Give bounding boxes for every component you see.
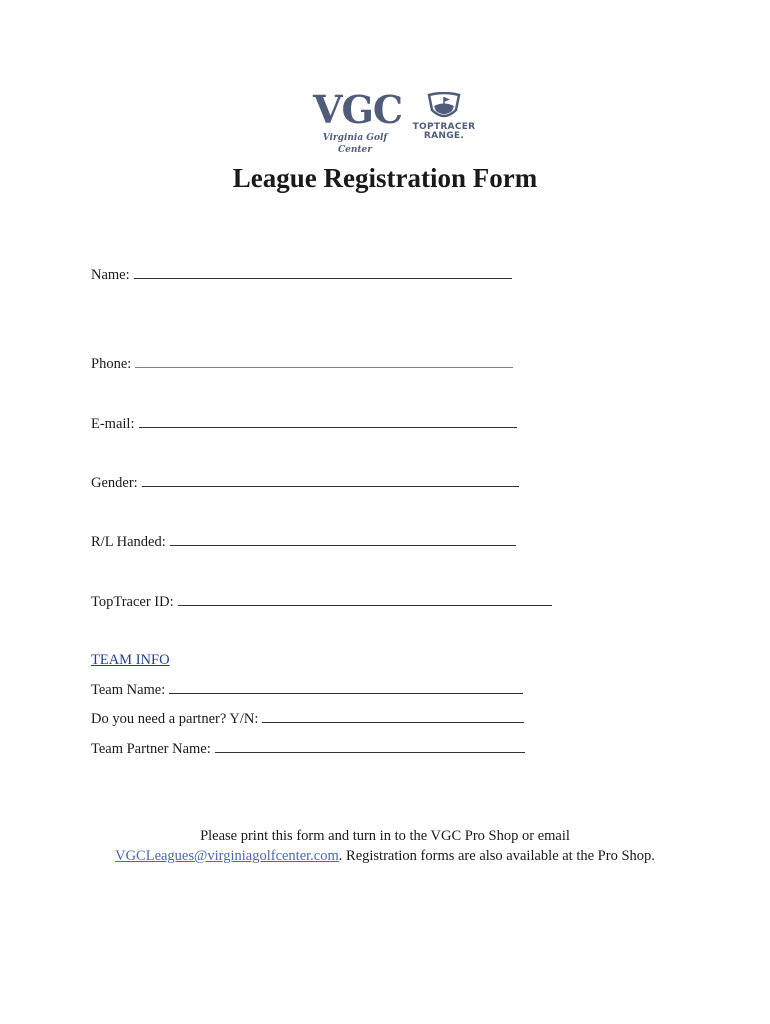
partner-name-field: [91, 738, 525, 759]
footer-line-1: Please print this form and turn in to the VGC Pro Shop or email: [200, 828, 570, 844]
toptracer-logo: [408, 92, 480, 150]
team-name-field: [91, 679, 523, 700]
name-field: [91, 264, 512, 285]
footer-line-2-rest: . Registration forms are also available at the Pro Shop.: [338, 848, 655, 864]
partner-name-line[interactable]: [215, 738, 525, 753]
toptracer-id-field: [91, 591, 552, 612]
toptracer-logo-text: TOPTRACER RANGE.: [412, 122, 476, 141]
vgc-logo-subtitle: Virginia Golf Center: [322, 133, 388, 155]
need-partner-line[interactable]: [262, 708, 524, 723]
name-line[interactable]: [134, 264, 512, 279]
footer-instructions: [0, 826, 770, 866]
partner-name-label: Team Partner Name:: [91, 741, 211, 757]
email-label: E-mail:: [91, 416, 135, 432]
handed-label: R/L Handed:: [91, 534, 166, 550]
page-title: League Registration Form: [232, 163, 538, 193]
handed-field: [91, 531, 516, 552]
handed-line[interactable]: [170, 531, 516, 546]
gender-line[interactable]: [142, 472, 519, 487]
team-info-header: TEAM INFO: [91, 652, 170, 668]
gender-label: Gender:: [91, 475, 138, 491]
footer-email-link[interactable]: VGCLeagues@virginiagolfcenter.com: [115, 848, 339, 864]
team-name-label: Team Name:: [91, 682, 166, 698]
toptracer-id-label: TopTracer ID:: [91, 594, 174, 610]
need-partner-label: Do you need a partner? Y/N:: [91, 711, 259, 727]
name-label: Name:: [91, 267, 130, 283]
phone-field: [91, 353, 513, 374]
vgc-logo-mark: VGC: [313, 87, 403, 132]
gender-field: [91, 472, 519, 493]
vgc-logo: [313, 87, 403, 155]
team-name-line[interactable]: [169, 679, 523, 694]
phone-label: Phone:: [91, 356, 132, 372]
phone-line[interactable]: [135, 353, 513, 368]
need-partner-field: [91, 708, 524, 729]
email-line[interactable]: [139, 413, 517, 428]
email-field: [91, 413, 517, 434]
toptracer-shield-icon: [425, 92, 463, 122]
footer-line-2: [0, 846, 770, 866]
toptracer-id-line[interactable]: [178, 591, 552, 606]
